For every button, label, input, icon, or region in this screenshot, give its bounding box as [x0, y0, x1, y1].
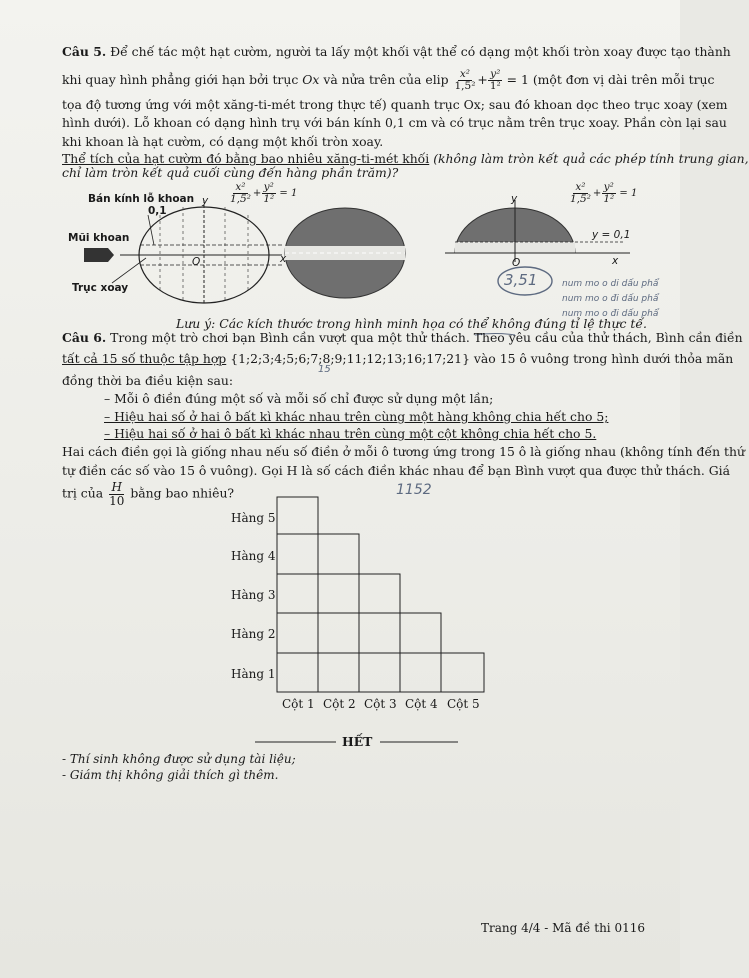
q5-line7: chỉ làm tròn kết quả cuối cùng đến hàng phần trăm)? [62, 165, 399, 180]
q5-line2b: và nửa trên của elip [323, 72, 449, 88]
footer-note-2: - Giám thị không giải thích gì thêm. [62, 768, 279, 782]
q6-line5: tự điền các số vào 15 ô vuông). Gọi H là số cách điền khác nhau để bạn Bình vượt qua được thử thách. Giá [62, 463, 730, 478]
label-axis: Trục xoay [72, 282, 129, 294]
row-label-2: Hàng 2 [231, 627, 276, 641]
handwritten-note-3: num mo o đi dấu phẩ [562, 309, 659, 319]
q5-line6b: (không làm tròn kết quả các phép tính trung gian, [433, 151, 749, 166]
x-label-right: x [612, 255, 619, 267]
q6-cond3: – Hiệu hai số ở hai ô bất kì khác nhau trên cùng một cột không chia hết cho 5. [104, 426, 597, 441]
q6-label: Câu 6. [62, 330, 107, 345]
eq-left: $\frac{\text{x²}}{\text{1,5²}}$ + $\frac{\text{y²}}{\text{1²}}$ = 1 [230, 181, 298, 206]
q6-cond1: – Mỗi ô điền đúng một số và mỗi số chỉ được sử dụng một lần; [104, 391, 494, 406]
col-label-5: Cột 5 [447, 697, 480, 711]
q6-line6b: bằng bao nhiêu? [130, 485, 235, 501]
line-y01-label: y = 0,1 [592, 229, 631, 241]
col-label-1: Cột 1 [282, 697, 315, 711]
col-label-4: Cột 4 [405, 697, 438, 711]
q6-line2b: vào 15 ô vuông trong hình dưới thỏa mãn [473, 351, 734, 366]
row-label-1: Hàng 1 [231, 667, 276, 681]
q6-line1-text: Trong một trò chơi bạn Bình cần vượt qua một thử thách. Theo yêu cầu của thử thách, Bình cần điền [110, 330, 743, 345]
h-over-10: $\frac{H}{10}$ [109, 480, 125, 508]
handwritten-15: 15 [318, 364, 331, 375]
q5-line4: hình dưới). Lỗ khoan có dạng hình trụ với bán kính 0,1 cm và có trục nằm trên trục xoay. Phần còn lại sau [62, 115, 727, 130]
label-drill: Mũi khoan [68, 232, 130, 244]
handwritten-note-1: num mo o di dấu phẩ [562, 279, 659, 289]
x-label-left: x [280, 253, 287, 265]
handwritten-answer-5: 3,51 [504, 271, 538, 289]
q5-line3: tọa độ tương ứng với một xăng-ti-mét trong thực tế) quanh trục Ox; sau đó khoan dọc theo trục xoay (xem [62, 97, 728, 112]
q6-cond2: – Hiệu hai số ở hai ô bất kì khác nhau trên cùng một hàng không chia hết cho 5; [104, 409, 609, 424]
q5-line5: khi khoan là hạt cườm, có dạng một khối tròn xoay. [62, 134, 384, 149]
footer-note-1: - Thí sinh không được sử dụng tài liệu; [62, 752, 296, 766]
figure-note: Lưu ý: Các kích thước trong hình minh họa có thể không đúng tỉ lệ thực tế. [176, 316, 647, 331]
q6-line2a: tất cả 15 số thuộc tập hợp [62, 351, 227, 366]
origin-right: O [512, 257, 521, 269]
row-label-5: Hàng 5 [231, 511, 276, 525]
q5-line6a: Thể tích của hạt cườm đó bằng bao nhiêu xăng-ti-mét khối [62, 151, 430, 166]
ellipse-eq: = 1 [506, 72, 529, 88]
q5-label: Câu 5. [62, 44, 107, 59]
eq-right: $\frac{\text{x²}}{\text{1,5²}}$ + $\frac{\text{y²}}{\text{1²}}$ = 1 [570, 181, 638, 206]
handwritten-note-2: num mo o đi dấu phẩ [562, 294, 659, 304]
end-marker: HẾT [342, 734, 373, 749]
page-info: Trang 4/4 - Mã đề thi 0116 [481, 921, 645, 935]
q5-line2c: (một đơn vị dài trên mỗi trục [532, 72, 715, 88]
row-label-4: Hàng 4 [231, 549, 276, 563]
y-label-left: y [202, 195, 209, 207]
label-radius: Bán kính lỗ khoan [88, 193, 195, 205]
q5-line2a: khi quay hình phẳng giới hạn bởi trục [62, 72, 299, 88]
q6-line4: Hai cách điền gọi là giống nhau nếu số điền ở mỗi ô tương ứng trong 15 ô là giống nhau (không tính đến thứ [62, 444, 745, 459]
col-label-2: Cột 2 [323, 697, 356, 711]
q5-line2: khi quay hình phẳng giới hạn bởi trục Ox và nửa trên của elip $\frac{\text{x²}}{\text{1,5²}}$ + $\frac{\text{y²}}{\text{1²}}$ = 1 (một đơn vị dài trên mỗi trục [62, 68, 715, 93]
origin-left: O [192, 256, 201, 268]
q6-set: {1;2;3;4;5;6;7;8;9;11;12;13;16;17;21} [230, 351, 470, 366]
ellipse-x-frac: $\frac{\text{x²}}{\text{1,5²}}$ [454, 68, 476, 93]
q5-line1-text: Để chế tác một hạt cườm, người ta lấy một khối vật thể có dạng một khối tròn xoay được tạo thành [110, 44, 731, 59]
handwritten-answer-6: 1152 [396, 482, 432, 498]
label-radius-value: 0,1 [148, 205, 167, 217]
col-label-3: Cột 3 [364, 697, 397, 711]
row-label-3: Hàng 3 [231, 588, 276, 602]
q6-line3: đồng thời ba điều kiện sau: [62, 373, 234, 388]
q6-line6a: trị của [62, 485, 104, 501]
ellipse-y-frac: $\frac{\text{y²}}{\text{1²}}$ [489, 68, 501, 93]
q5-ox: Ox [302, 72, 320, 88]
y-label-right: y [511, 193, 518, 205]
